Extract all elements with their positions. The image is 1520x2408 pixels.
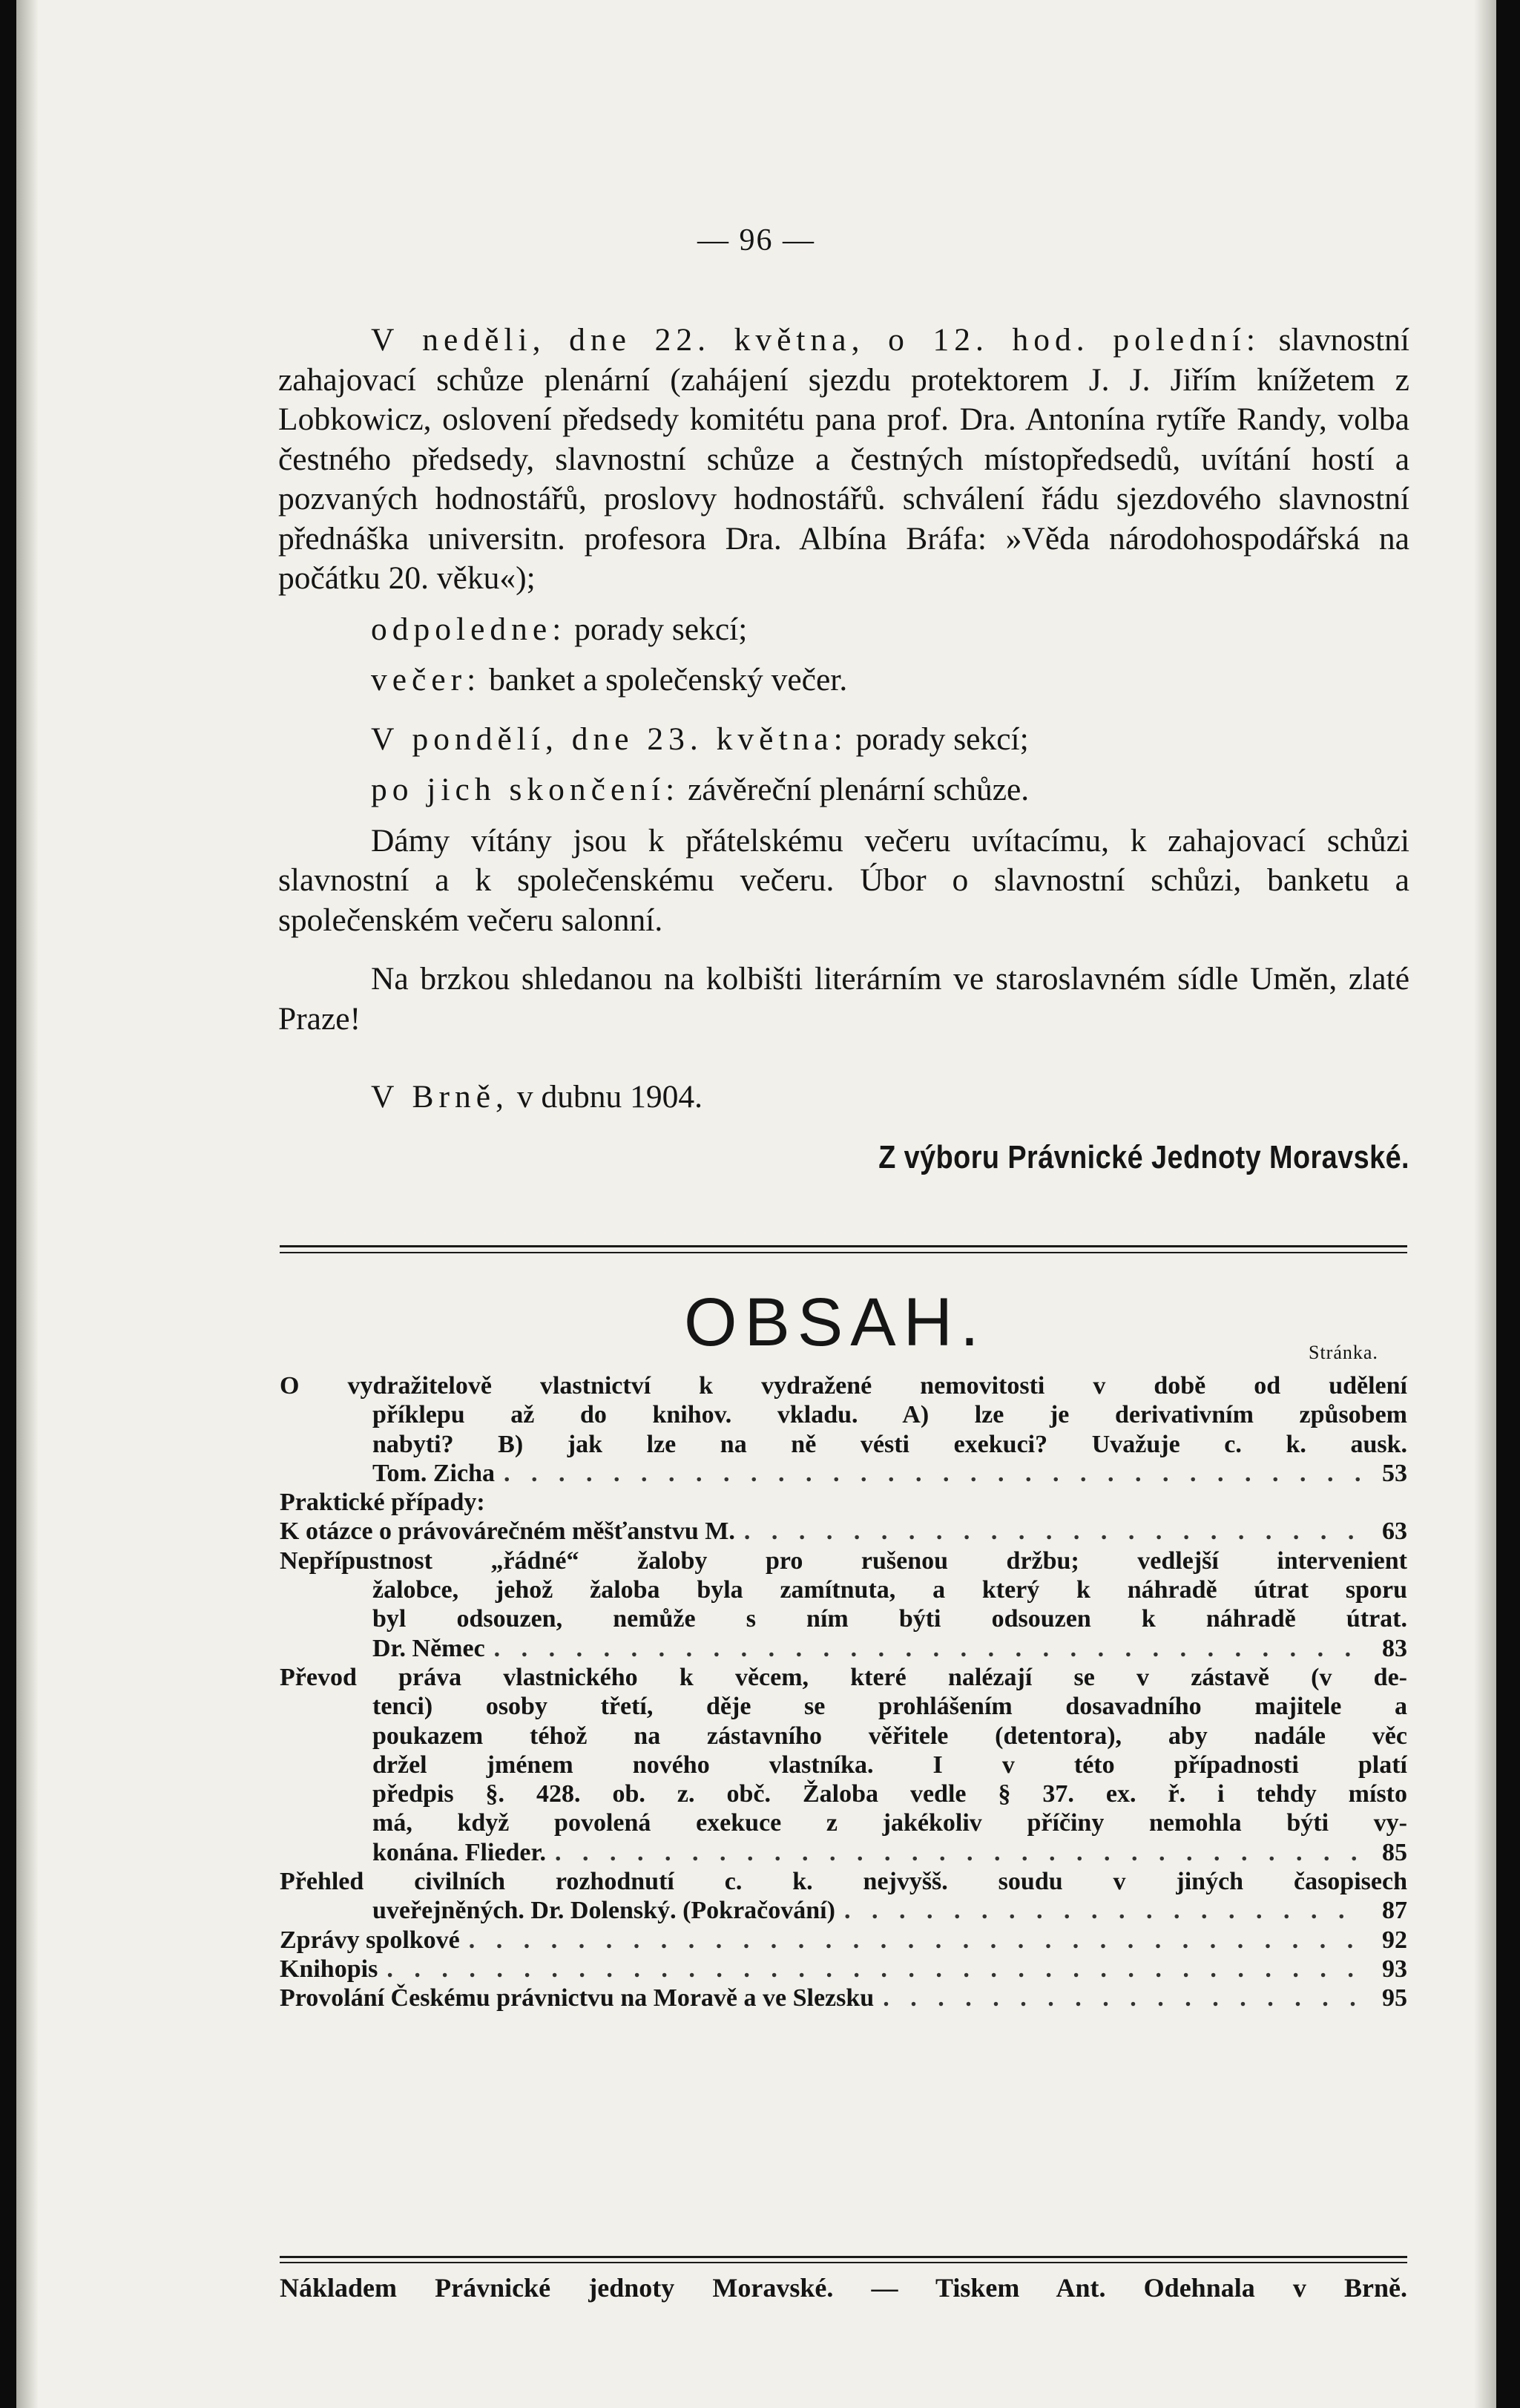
imprint-footer: Nákladem Právnické jednoty Moravské. — Tiskem Ant. Odehnala v Brně.	[280, 2273, 1407, 2303]
toc-entry-line: předpis §. 428. ob. z. obč. Žaloba vedle § 37. ex. ř. i tehdy místo	[372, 1780, 1407, 1808]
toc-entry-line: příklepu až do knihov. vkladu. A) lze je derivativním způsobem	[372, 1401, 1407, 1429]
toc-entry-leader-line	[280, 1517, 1407, 1546]
toc-entry	[280, 1984, 1407, 2012]
divider-top-thin	[280, 1252, 1407, 1253]
announcement-body	[278, 321, 1409, 1118]
programme-lead: po jich skončení:	[371, 772, 680, 807]
toc-entry-title: Provolání Českému právnictvu na Moravě a ve Slezsku	[280, 1984, 875, 2012]
toc-entry-line: žalobce, jehož žaloba byla zamítnuta, a který k náhradě útrat sporu	[372, 1576, 1407, 1604]
toc-page-number: 93	[1382, 1955, 1407, 1983]
toc-entry-line: poukazem téhož na zástavního věřitele (detentora), aby nadále věc	[372, 1722, 1407, 1750]
signature: Z výboru Právnické Jednoty Moravské.	[878, 1139, 1409, 1175]
toc-entry-line: Nepřípustnost „řádné“ žaloby pro rušenou držbu; vedlejší intervenient	[280, 1546, 1407, 1575]
table-of-contents	[280, 1371, 1407, 2013]
toc-dot-leader	[744, 1517, 1360, 1546]
programme-text: porady sekcí;	[855, 721, 1029, 757]
toc-entry-title: K otázce o právovárečném měšťanstvu M.	[280, 1518, 735, 1546]
toc-entry	[280, 1926, 1407, 1955]
divider-bottom-thin	[280, 2262, 1407, 2263]
programme-lead: odpoledne:	[371, 611, 567, 647]
programme-text: závěreční plenární schůze.	[688, 772, 1030, 807]
divider-top	[280, 1245, 1407, 1247]
toc-entry-line: má, když povolená exekuce z jakékoliv příčiny nemohla býti vy-	[372, 1809, 1407, 1837]
toc-entry	[280, 1955, 1407, 1984]
toc-entry-leader-line	[280, 1896, 1407, 1925]
page-number: — 96 —	[697, 223, 815, 257]
toc-entry-title: Zprávy spolkové	[280, 1926, 460, 1954]
toc-entry	[280, 1517, 1407, 1546]
toc-entry-line: nabyti? B) jak lze na ně vésti exekuci? Uvažuje c. k. ausk.	[372, 1430, 1407, 1458]
toc-entry-line: tenci) osoby třetí, děje se prohlášením dosavadního majitele a	[372, 1693, 1407, 1721]
programme-evening	[278, 660, 1409, 701]
toc-entry-title: Dr. Němec	[372, 1634, 485, 1662]
programme-text: porady sekcí;	[574, 611, 748, 647]
toc-page-number: 83	[1382, 1634, 1407, 1662]
programme-afternoon	[278, 610, 1409, 650]
scanned-page	[16, 0, 1496, 2408]
toc-page-number: 85	[1382, 1838, 1407, 1866]
toc-entry	[280, 1371, 1407, 1488]
toc-entry-leader-line	[280, 1955, 1407, 1984]
toc-entry-leader-line	[280, 1926, 1407, 1955]
scan-shadow-left	[16, 0, 39, 2408]
paragraph-farewell: Na brzkou shledanou na kolbišti literárním ve staroslavném sídle Umĕn, zlaté Praze!	[278, 961, 1409, 1037]
toc-entry-line: byl odsouzen, nemůže s ním býti odsouzen k náhradě útrat.	[372, 1605, 1407, 1633]
toc-entry	[280, 1488, 1407, 1517]
paragraph-ladies: Dámy vítány jsou k přátelskému večeru uvítacímu, k zahajovací schůzi slavnostní a k společenskému večeru. Úbor o slavnostní schůzi, banketu a společenském večeru salonní.	[278, 822, 1409, 938]
toc-entry	[280, 1867, 1407, 1926]
place-date-lead: V Brně,	[371, 1079, 509, 1115]
toc-entry-title: Knihopis	[280, 1955, 378, 1983]
toc-entry-title: Praktické případy:	[280, 1489, 485, 1517]
toc-page-number: 87	[1382, 1897, 1407, 1925]
programme-text: banket a společenský večer.	[489, 662, 848, 698]
toc-dot-leader	[469, 1926, 1360, 1955]
programme-text: slavnostní zahajovací schůze plenární (zahájení sjezdu protektorem J. J. Jiřím knížetem z Lobkowicz, oslovení předsedy komitétu pana prof. Dra. Antonína rytíře Randy, volba čestného předsedy, slavnostní schůze a čestných místopředsedů, uvítání hostí a pozvaných hodnostářů, proslovy hodnostářů. schválení řádu sjezdového slavnostní přednáška universitn. profesora Dra. Albína Bráfa: »Věda národohospodářská na počátku 20. věku«);	[278, 322, 1409, 596]
toc-entry-line: Převod práva vlastnického k věcem, které nalézají se v zástavě (v de-	[280, 1663, 1407, 1691]
toc-dot-leader	[386, 1955, 1360, 1984]
scan-shadow-right	[1474, 0, 1496, 2408]
toc-page-number: 63	[1382, 1518, 1407, 1546]
toc-dot-leader	[504, 1459, 1360, 1488]
toc-entry-title: konána. Flieder.	[372, 1838, 546, 1866]
toc-entry-line: Přehled civilních rozhodnutí c. k. nejvyšš. soudu v jiných časopisech	[280, 1868, 1407, 1896]
programme-closing	[278, 770, 1409, 810]
programme-lead: večer:	[371, 662, 481, 698]
toc-page-label: Stránka.	[1309, 1342, 1378, 1363]
toc-page-number: 92	[1382, 1926, 1407, 1954]
toc-entry-leader-line	[280, 1634, 1407, 1663]
toc-entry-line: O vydražitelově vlastnictví k vydražené nemovitosti v době od udělení	[280, 1372, 1407, 1400]
toc-entry-line: držel jménem nového vlastníka. I v této případnosti platí	[372, 1751, 1407, 1779]
toc-page-number: 95	[1382, 1984, 1407, 2012]
programme-sunday	[278, 321, 1409, 599]
toc-dot-leader	[844, 1896, 1360, 1925]
toc-entry-title: Tom. Zicha	[372, 1459, 496, 1487]
programme-lead: V pondělí, dne 23. května:	[371, 721, 848, 757]
place-date	[278, 1077, 1409, 1118]
toc-entry-leader-line	[280, 1838, 1407, 1867]
toc-dot-leader	[555, 1838, 1360, 1867]
toc-entry-title: uveřejněných. Dr. Dolenský. (Pokračování)	[372, 1897, 835, 1925]
toc-entry	[280, 1546, 1407, 1663]
toc-page-number: 53	[1382, 1459, 1407, 1487]
toc-entry-leader-line	[280, 1984, 1407, 2012]
programme-monday	[278, 720, 1409, 760]
place-date-text: v dubnu 1904.	[516, 1079, 703, 1115]
programme-lead: V neděli, dne 22. května, o 12. hod. polední:	[371, 322, 1260, 358]
divider-bottom	[280, 2256, 1407, 2258]
toc-entry-leader-line	[280, 1459, 1407, 1488]
toc-title: OBSAH.	[684, 1285, 987, 1360]
toc-entry	[280, 1663, 1407, 1867]
toc-dot-leader	[883, 1984, 1360, 2012]
toc-dot-leader	[494, 1634, 1360, 1663]
toc-entry-leader-line	[280, 1488, 1407, 1517]
